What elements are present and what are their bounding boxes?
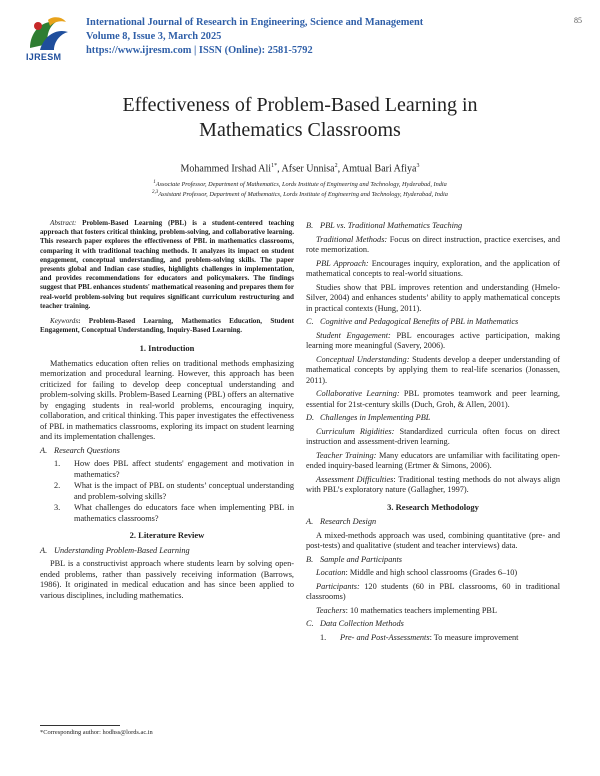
subsection-understanding-pbl bbox=[40, 546, 294, 557]
paragraph bbox=[306, 355, 560, 387]
abstract bbox=[40, 219, 294, 311]
paragraph bbox=[306, 331, 560, 352]
author-3: , Amtual Bari Afiya bbox=[337, 163, 417, 175]
subsection-label: B. bbox=[306, 554, 314, 564]
term-text: 120 students (60 in PBL classrooms, 60 in traditional classrooms) bbox=[306, 581, 560, 601]
abstract-text: Problem-Based Learning (PBL) is a student-centered teaching approach that fosters critical thinking, problem-solving, and collaborative learning. This research paper explores the effectiveness of PBL in mathematics classrooms, comparing it with traditional teaching methods. It analyzes its impact on student engagement, conceptual understanding, and problem-solving skills. The paper presents global and Indian case studies, highlights challenges in implementation, and provides recommendations for educators and policymakers. The findings suggest that PBL enhances students' mathematical reasoning and prepares them for real-world problem-solving but requires significant curriculum restructuring and teacher training. bbox=[40, 219, 294, 310]
section-research-methodology-heading: 3. Research Methodology bbox=[387, 501, 479, 512]
list-item bbox=[40, 459, 294, 480]
term-text: : Traditional testing methods do not always align with PBL’s exploratory nature (Gallagher, 1997). bbox=[306, 474, 560, 494]
subsection-label: C. bbox=[306, 317, 314, 326]
paragraph bbox=[306, 582, 560, 603]
paper-title bbox=[40, 93, 560, 143]
paragraph bbox=[306, 427, 560, 448]
list-item-text: What challenges do educators face when implementing PBL in mathematics classrooms? bbox=[74, 503, 294, 523]
term-text: Focus on direct instruction, practice exercises, and rote memorization. bbox=[306, 234, 560, 254]
subsection-title: Research Questions bbox=[54, 445, 120, 455]
paragraph bbox=[306, 451, 560, 472]
term-text: Standardized curricula often focus on direct instruction and assessment-driven learning. bbox=[306, 426, 560, 446]
journal-volume: Volume 8, Issue 3, March 2025 bbox=[86, 31, 222, 42]
keywords-text: : Problem-Based Learning, Mathematics Education, Student Engagement, Conceptual Understanding, Inquiry-Based Learning. bbox=[40, 317, 294, 335]
term-text: Students develop a deeper understanding of mathematical concepts by applying them to real-life scenarios (Jonassen, 2011). bbox=[306, 354, 561, 385]
logo-text: IJRESM bbox=[26, 52, 62, 62]
subsection-label: B. bbox=[306, 221, 314, 230]
subsection-title: Research Design bbox=[320, 517, 377, 526]
footnote-divider bbox=[40, 725, 120, 726]
list-item bbox=[40, 481, 294, 502]
title-line-2: Mathematics Classrooms bbox=[199, 119, 401, 141]
list-item-number: 2. bbox=[54, 481, 61, 491]
subsection-research-design bbox=[306, 517, 560, 528]
list-item-text: : To measure improvement bbox=[429, 632, 519, 642]
subsection-data-collection bbox=[306, 619, 560, 630]
affiliation-2-text: Assistant Professor, Department of Mathematics, Lords Institute of Engineering and Technology, Hyderabad, India bbox=[158, 191, 448, 199]
title-line-1: Effectiveness of Problem-Based Learning in bbox=[122, 94, 478, 116]
section-literature-review-heading: 2. Literature Review bbox=[129, 530, 205, 541]
affiliation-1 bbox=[40, 180, 560, 188]
term-label: Traditional Methods: bbox=[316, 234, 388, 244]
journal-logo bbox=[22, 14, 74, 64]
subsection-title: Understanding Problem-Based Learning bbox=[54, 545, 190, 555]
subsection-title: Sample and Participants bbox=[320, 554, 403, 564]
keywords-label: Keywords bbox=[50, 317, 79, 326]
subsection-pbl-vs-traditional bbox=[306, 221, 560, 232]
term-text: PBL encourages active participation, making learning more meaningful (Savery, 2006). bbox=[306, 330, 560, 350]
page-number: 85 bbox=[574, 16, 582, 25]
author-2-sup: 2 bbox=[334, 163, 338, 169]
list-item-text: How does PBL affect students' engagement and motivation in mathematics? bbox=[74, 459, 294, 479]
journal-url-issn[interactable]: https://www.ijresm.com | ISSN (Online): 2581-5792 bbox=[86, 45, 313, 56]
subsection-research-questions bbox=[40, 446, 294, 457]
paragraph bbox=[306, 606, 560, 617]
author-list bbox=[40, 163, 560, 174]
affiliation-1-sup: 1 bbox=[153, 180, 156, 185]
abstract-label: Abstract: bbox=[50, 219, 77, 227]
paragraph bbox=[306, 235, 560, 256]
paragraph bbox=[306, 389, 560, 410]
journal-header bbox=[22, 14, 582, 70]
term-label: PBL Approach: bbox=[316, 258, 369, 268]
left-column bbox=[40, 219, 294, 604]
subsection-title: Challenges in Implementing PBL bbox=[320, 413, 431, 422]
term-label: Collaborative Learning: bbox=[316, 389, 400, 398]
research-questions-list bbox=[40, 459, 294, 524]
subsection-title: Data Collection Methods bbox=[320, 619, 404, 628]
term-label: Assessment Difficulties bbox=[316, 474, 394, 484]
affiliation-2 bbox=[40, 190, 560, 198]
list-item bbox=[306, 633, 560, 644]
list-item-number: 1. bbox=[320, 632, 327, 642]
subsection-label: D. bbox=[306, 413, 315, 422]
footnote-corresponding-author: *Corresponding author: hodhss@lords.ac.in bbox=[40, 729, 153, 736]
data-collection-list bbox=[306, 633, 560, 644]
term-label: Participants: bbox=[316, 581, 360, 591]
introduction-paragraph: Mathematics education often relies on traditional methods emphasizing memorization and procedural learning. However, this approach has been criticized for failing to develop deep conceptual understanding and problem-solving skills. Problem-Based Learning (PBL) offers an alternative by engaging students in real-world problems, encouraging inquiry, collaboration, and critical thinking. This paper investigates the effectiveness of PBL in mathematics classrooms, exploring its impact on student learning and its implementation challenges. bbox=[40, 358, 294, 442]
term-label: Location bbox=[316, 568, 346, 577]
affiliation-2-sup: 2,3 bbox=[152, 190, 159, 195]
paragraph: Studies show that PBL improves retention and understanding (Hmelo-Silver, 2004) and enhances students’ ability to apply mathematical concepts in practical contexts (Hung, 2011). bbox=[306, 282, 560, 313]
journal-logo-icon bbox=[22, 14, 74, 54]
term-text: PBL promotes teamwork and peer learning, essential for 21st-century skills (Duch, Groh, & Allen, 2001). bbox=[306, 389, 561, 409]
subsection-label: A. bbox=[306, 517, 314, 526]
paragraph: A mixed-methods approach was used, combining quantitative (pre- and post-tests) and qualitative (student and teacher interviews) data. bbox=[306, 530, 560, 550]
subsection-title: PBL vs. Traditional Mathematics Teaching bbox=[320, 221, 463, 230]
author-2: , Afser Unnisa bbox=[277, 163, 335, 175]
subsection-label: C. bbox=[306, 619, 314, 628]
affiliation-1-text: Associate Professor, Department of Mathematics, Lords Institute of Engineering and Technology, Hyderabad, India bbox=[155, 181, 447, 189]
term-text: Encourages inquiry, exploration, and the application of mathematical concepts to real-world situations. bbox=[306, 258, 560, 278]
term-label: Student Engagement: bbox=[316, 330, 391, 340]
term-label: Curriculum Rigidities: bbox=[316, 426, 395, 436]
keywords bbox=[40, 317, 294, 335]
subsection-label: A. bbox=[40, 545, 48, 555]
term-label: Teachers bbox=[316, 605, 346, 615]
subsection-title: Cognitive and Pedagogical Benefits of PBL in Mathematics bbox=[320, 317, 519, 326]
right-column bbox=[306, 219, 560, 649]
subsection-sample-participants bbox=[306, 555, 560, 566]
section-introduction-heading: 1. Introduction bbox=[139, 343, 195, 354]
list-item-text: What is the impact of PBL on students’ conceptual understanding and problem-solving skills? bbox=[74, 481, 294, 501]
term-text: Many educators are unfamiliar with facilitating open-ended inquiry-based learning (Ertmer & Simons, 2006). bbox=[306, 450, 560, 470]
literature-paragraph: PBL is a constructivist approach where students learn by solving open-ended problems, rather than passively receiving information (Barrows, 1986). It originated in medical education and has since been applied to various disciplines, including mathematics. bbox=[40, 559, 294, 600]
author-1-sup: 1* bbox=[271, 163, 278, 169]
term-label: Teacher Training: bbox=[316, 450, 377, 460]
subsection-label: A. bbox=[40, 445, 48, 455]
list-item-number: 1. bbox=[54, 459, 61, 469]
term-label: Conceptual Understanding: bbox=[316, 354, 410, 364]
author-3-sup: 3 bbox=[416, 163, 420, 169]
term-text: : Middle and high school classrooms (Grades 6–10) bbox=[345, 568, 518, 577]
journal-info bbox=[86, 16, 423, 58]
paragraph bbox=[306, 568, 560, 579]
term-text: : 10 mathematics teachers implementing PBL bbox=[345, 605, 498, 615]
list-item bbox=[40, 503, 294, 524]
paragraph bbox=[306, 259, 560, 280]
list-item-label: Pre- and Post-Assessments bbox=[340, 632, 430, 642]
subsection-challenges bbox=[306, 413, 560, 424]
journal-name: International Journal of Research in Engineering, Science and Management bbox=[86, 17, 424, 28]
subsection-cognitive-benefits bbox=[306, 317, 560, 328]
list-item-number: 3. bbox=[54, 503, 61, 513]
author-1: Mohammed Irshad Ali bbox=[180, 163, 272, 175]
paragraph bbox=[306, 475, 560, 496]
